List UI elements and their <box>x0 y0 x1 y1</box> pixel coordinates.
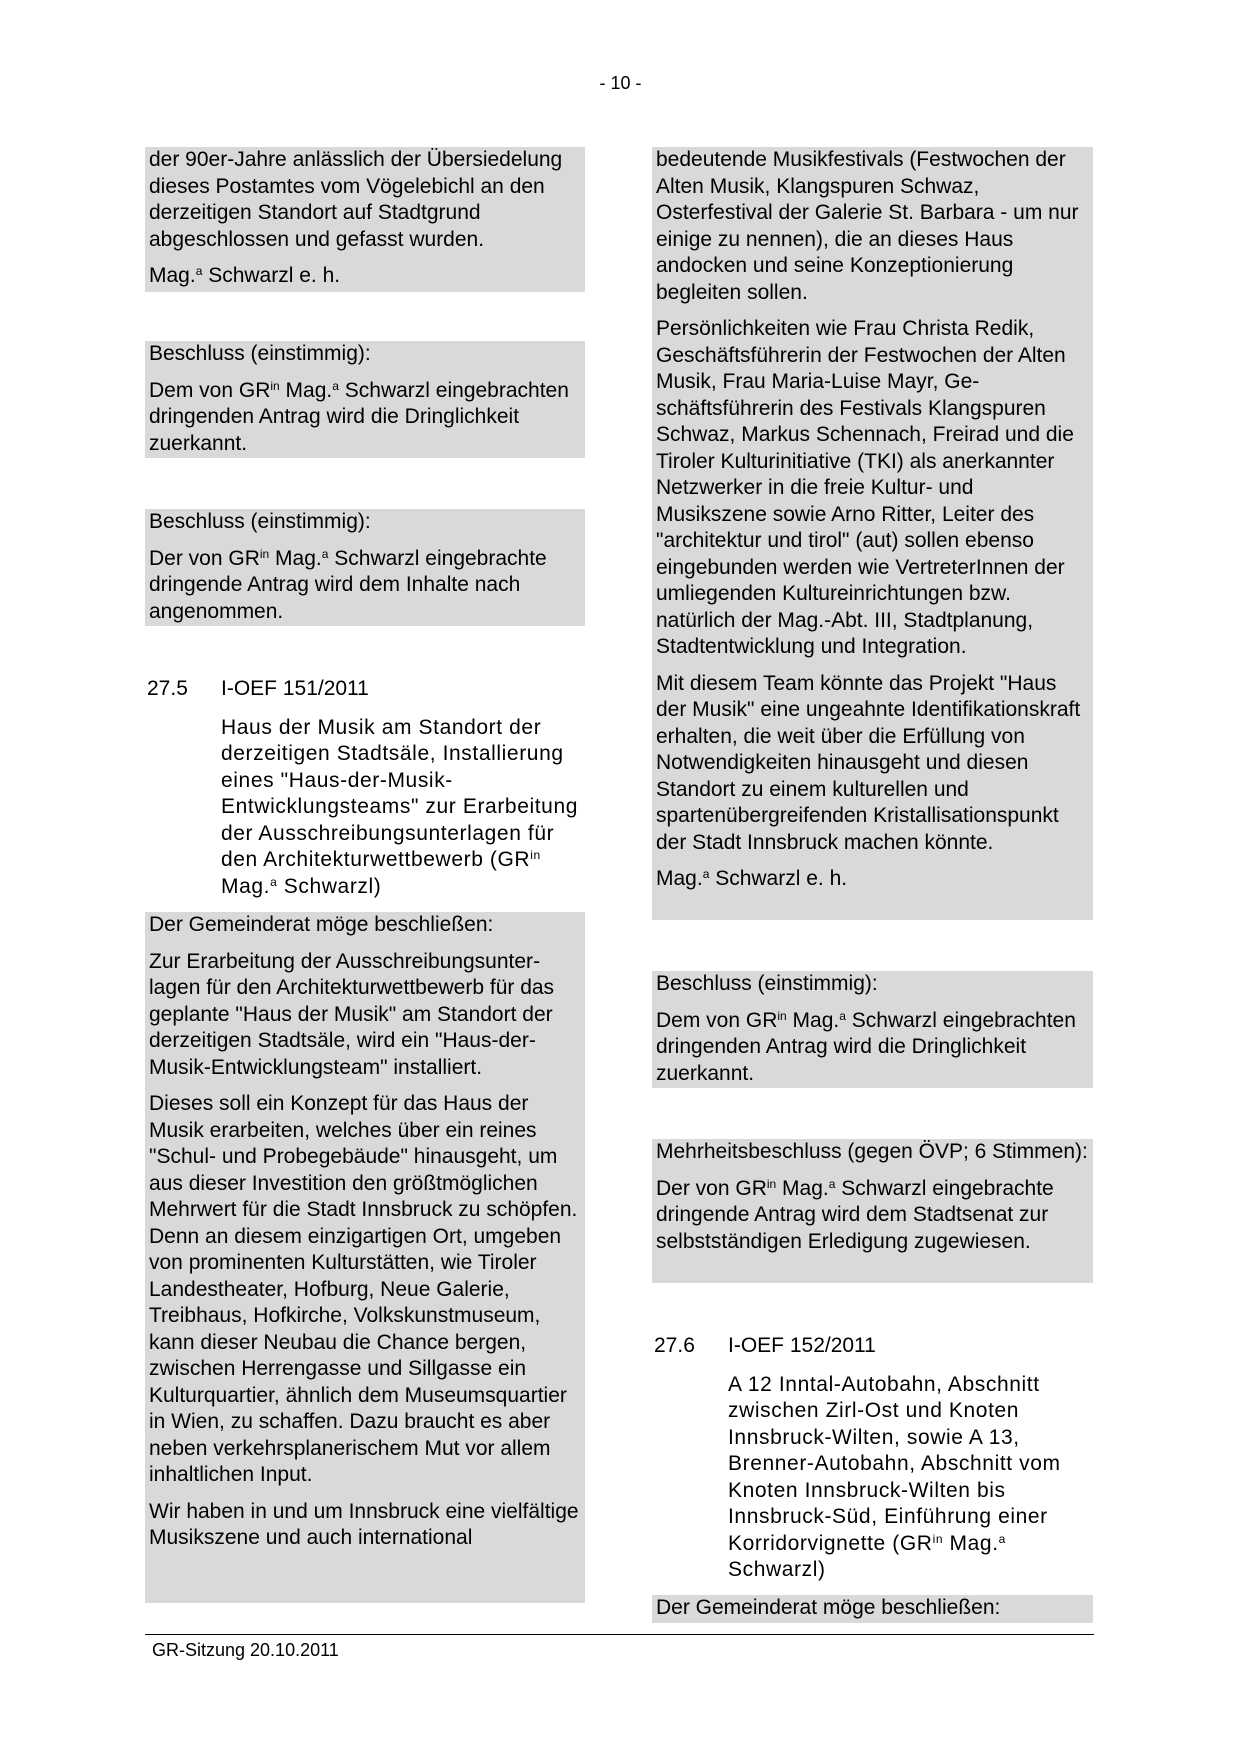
footer-session-date: GR-Sitzung 20.10.2011 <box>152 1640 339 1660</box>
item-title: A 12 Inntal-Autobahn, Abschnitt zwischen Zirl-Ost und Knoten Innsbruck-Wilten, sowie A 13, Brenner-Autobahn, Abschnitt vom Knoten Innsbruck-Wilten bis Innsbruck-Süd, Einführung einer Korridorvignette ($GR^{in}$ Mag.$^a$ Schwarzl) <box>728 1372 1061 1581</box>
right-resolution-urgency <box>652 971 1093 1088</box>
left-resolution-urgency-head: Beschluss (einstimmig): <box>149 342 371 365</box>
right-block-1 <box>652 147 1093 920</box>
page-number: - 10 - <box>599 73 642 93</box>
right-resolution-urgency-head: Beschluss (einstimmig): <box>656 972 878 995</box>
left-block-1 <box>145 147 585 292</box>
item-title: Haus der Musik am Standort der derzeitigen Stadtsäle, Installierung eines "Haus-der-Musik-Entwicklungsteams" zur Erarbeitung der Ausschreibungsunterlagen für den Architekturwettbewerb ($GR^{in}$ Mag.$^a$ Schwarzl) <box>221 715 579 898</box>
left-motion <box>145 912 585 1603</box>
agenda-item-27-6 <box>654 1333 1095 1584</box>
right-resolution-majority-text: Der von $GR^{in}$ Mag.$^a$ Schwarzl eingebrachte dringende Antrag wird dem Stadtsenat zur selbstständigen Erledigung zugewiesen. <box>656 1176 1054 1253</box>
left-motion-para-2: Dieses soll ein Konzept für das Haus der Musik erarbeiten, welches über ein reines "Schul- und Probegebäude" hinausgeht, um aus dieser Investition den größtmöglichen Mehrwert für die Stadt Innsbruck zu schöpfen. Denn an diesem einzigartigen Ort, umgeben von prominenten Kulturstätten, wie Tiroler Landestheater, Hofburg, Neue Galerie, Treibhaus, Hofkirche, Volkskunstmuseum, kann dieser Neubau die Chance bergen, zwischen Herrengasse und Sillgasse ein Kulturquartier, ähnlich dem Museumsquartier in Wien, zu schaffen. Dazu braucht es aber neben verkehrsplanerischem Mut vor allem inhaltlichen Input. <box>149 1092 578 1486</box>
item-number: 27.6 <box>654 1334 695 1357</box>
left-resolution-urgency <box>145 341 585 458</box>
left-block-1-signature: Mag.$^a$ Schwarzl e. h. <box>149 264 341 287</box>
item-number: 27.5 <box>147 677 188 700</box>
left-resolution-adopted-text: Der von $GR^{in}$ Mag.$^a$ Schwarzl eingebrachte dringende Antrag wird dem Inhalte nach angenommen. <box>149 546 547 623</box>
footer-divider <box>145 1634 1094 1635</box>
right-block-1-para-2: Persönlichkeiten wie Frau Christa Redik, Geschäftsführerin der Festwochen der Alten Musik, Frau Maria-Luise Mayr, Geschäftsführerin des Festivals Klangspuren Schwaz, Markus Schennach, Freirad und die Tiroler Kulturinitiative (TKI) als anerkannter Netzwerker in die freie Kultur- und Musikszene sowie Arno Ritter, Leiter des "architektur und tirol" (aut) sollen ebenso eingebunden werden wie VertreterInnen der umliegenden Kultureinrichtungen bzw. natürlich der Mag.-Abt. III, Stadtplanung, Stadtentwicklung und Integration. <box>656 317 1074 658</box>
right-block-1-para-3: Mit diesem Team könnte das Projekt "Haus der Musik" eine ungeahnte Identifikationskraft erhalten, die weit über die Erfüllung von Notwendigkeiten hinausgeht und diesen Standort zu einem kulturellen und spartenübergreifenden Kristallisationspunkt der Stadt Innsbruck machen könnte. <box>656 671 1081 854</box>
right-resolution-majority <box>652 1139 1093 1283</box>
left-motion-para-3: Wir haben in und um Innsbruck eine vielfältige Musikszene und auch international <box>149 1499 579 1549</box>
item-code: I-OEF 152/2011 <box>728 1334 876 1357</box>
right-block-1-para-1: bedeutende Musikfestivals (Festwochen der Alten Musik, Klangspuren Schwaz, Osterfestival der Galerie St. Barbara - um nur einige zu nennen), die an dieses Haus andocken und seine Konzeptionierung begleiten sollen. <box>656 148 1079 304</box>
left-resolution-adopted-head: Beschluss (einstimmig): <box>149 510 371 533</box>
left-block-1-text: der 90er-Jahre anlässlich der Übersiedelung dieses Postamtes vom Vögelebichl an den derzeitigen Standort auf Stadtgrund abgeschlossen und gefasst wurden. <box>149 148 563 251</box>
right-resolution-urgency-text: Dem von $GR^{in}$ Mag.$^a$ Schwarzl eingebrachten dringenden Antrag wird die Dringlichkeit zuerkannt. <box>656 1008 1076 1085</box>
left-motion-head: Der Gemeinderat möge beschließen: <box>149 913 494 936</box>
right-motion-head: Der Gemeinderat möge beschließen: <box>656 1596 1001 1619</box>
left-motion-para-1: Zur Erarbeitung der Ausschreibungsunterlagen für den Architekturwettbewerb für das geplante "Haus der Musik" am Standort der derzeitigen Stadtsäle, wird ein "Haus-der-Musik-Entwicklungsteam" installiert. <box>149 949 555 1079</box>
right-block-1-signature: Mag.$^a$ Schwarzl e. h. <box>656 867 848 890</box>
left-resolution-urgency-text: Dem von $GR^{in}$ Mag.$^a$ Schwarzl eingebrachten dringenden Antrag wird die Dringlichkeit zuerkannt. <box>149 378 569 455</box>
left-resolution-adopted <box>145 509 585 626</box>
agenda-item-27-5 <box>147 676 587 900</box>
item-code: I-OEF 151/2011 <box>221 677 369 700</box>
right-resolution-majority-head: Mehrheitsbeschluss (gegen ÖVP; 6 Stimmen): <box>656 1140 1088 1163</box>
right-motion <box>652 1595 1093 1623</box>
